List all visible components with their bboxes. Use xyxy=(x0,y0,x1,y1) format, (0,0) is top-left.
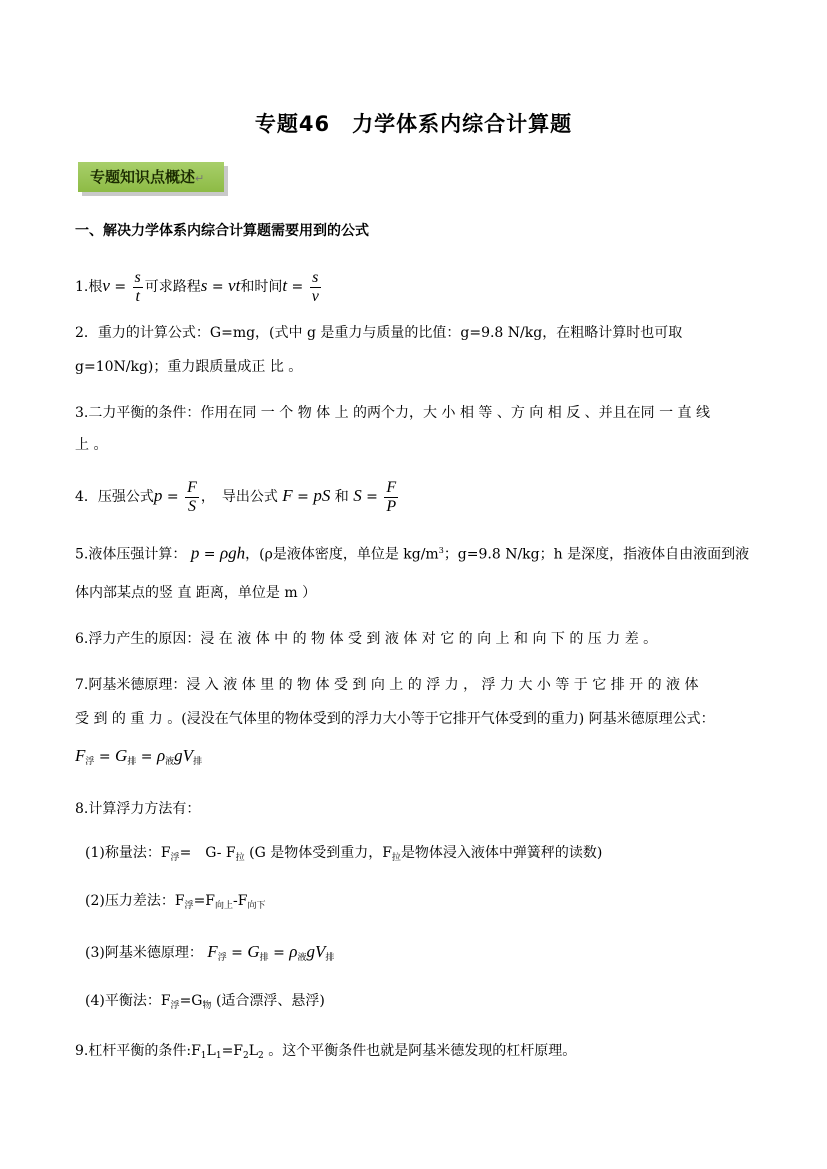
item-2-line-1: 2．重力的计算公式：G=mg，(式中 g 是重力与质量的比值：g=9.8 N/kg，在粗略计算时也可取 xyxy=(75,325,683,341)
method-3: (3)阿基米德原理： $F_浮 = G_排 = \rho_液gV_排$ xyxy=(85,942,335,963)
section-banner xyxy=(78,162,224,192)
fraction-f-over-p: $\frac{F}{P}$ xyxy=(386,478,397,515)
item-7-formula: $F_浮 = G_排 = \rho_液gV_排$ xyxy=(75,746,203,767)
item-5-line-1: 5.液体压强计算： p = ρgh，(ρ是液体密度，单位是 $kg/m^3$；g=9.8 N/kg；h 是深度，指液体自由液面到液 xyxy=(75,543,750,563)
item-6: 6.浮力产生的原因：浸 在 液 体 中 的 物 体 受 到 液 体 对 它 的 向 上 和 向 下 的 压 力 差 。 xyxy=(75,631,658,647)
item-2-line-2: g=10N/kg)；重力跟质量成正 比 。 xyxy=(75,359,303,375)
section-heading: 一、解决力学体系内综合计算题需要用到的公式 xyxy=(75,223,369,239)
item-5-line-2: 体内部某点的竖 直 距离，单位是 m ） xyxy=(75,585,317,601)
return-mark-icon: ↵ xyxy=(195,172,205,185)
page-title: 专题46 力学体系内综合计算题 xyxy=(254,112,573,136)
item-1: 1.根v = $\frac{s}{t}$ 可求路程s = vt和时间t = $\frac{s}{v}$ xyxy=(75,268,319,305)
banner-label: 专题知识点概述 xyxy=(90,168,196,186)
method-4: (4)平衡法：$F_浮=G_物$ (适合漂浮、悬浮) xyxy=(85,993,325,1011)
item-4: 4．压强公式p = $\frac{F}{S}$ ， 导出公式 F = pS 和 S = $\frac{F}{P}$ xyxy=(75,478,397,515)
method-2: (2)压力差法：$F_浮=F_{向上}-F_{向下}$ xyxy=(85,893,266,911)
item-3-line-2: 上 。 xyxy=(75,437,108,453)
item-8-heading: 8.计算浮力方法有： xyxy=(75,801,201,817)
item-7-line-2: 受 到 的 重 力 。(浸没在气体里的物体受到的浮力大小等于它排开气体受到的重力) 阿基米德原理公式： xyxy=(75,711,715,727)
fraction-f-over-s: $\frac{F}{S}$ xyxy=(187,478,197,515)
item-3-line-1: 3.二力平衡的条件：作用在同 一 个 物 体 上 的两个力，大 小 相 等 、方 向 相 反 、并且在同 一 直 线 xyxy=(75,405,711,421)
fraction-s-over-v: $\frac{s}{v}$ xyxy=(311,268,319,305)
item-7-line-1: 7.阿基米德原理：浸 入 液 体 里 的 物 体 受 到 向 上 的 浮 力 ， 浮 力 大 小 等 于 它 排 开 的 液 体 xyxy=(75,677,699,693)
method-1: (1)称量法：$F_浮=$ G- $F_拉$ (G 是物体受到重力，$F_拉$是物体浸入液体中弹簧秤的读数) xyxy=(85,845,603,863)
item-9: 9.杠杆平衡的条件$:F_1L_1=F_2L_2$ 。这个平衡条件也就是阿基米德发现的杠杆原理。 xyxy=(75,1043,577,1061)
fraction-s-over-t: $\frac{s}{t}$ xyxy=(134,268,141,305)
